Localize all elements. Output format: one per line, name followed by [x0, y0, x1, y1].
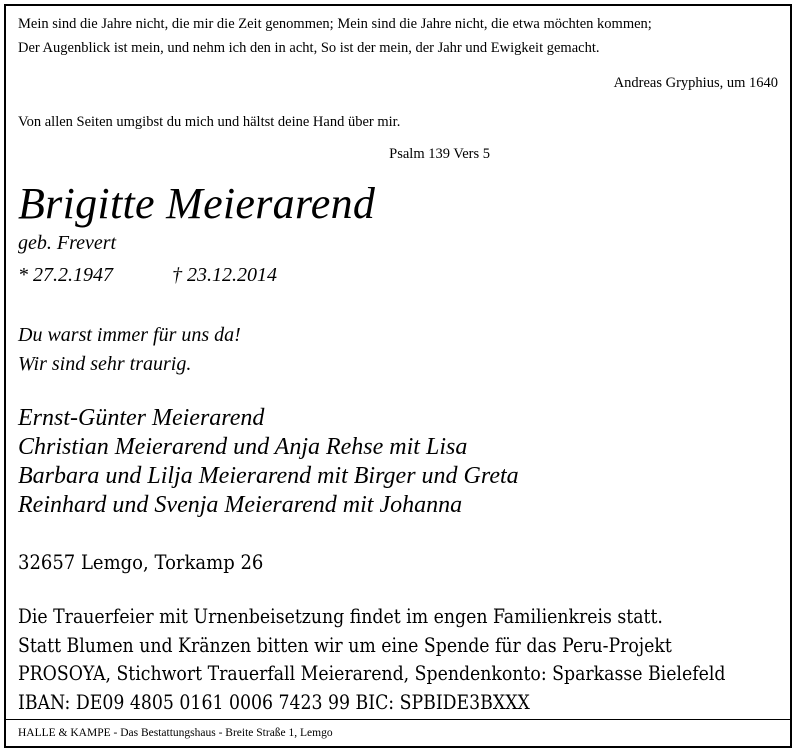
deceased-name: Brigitte Meierarend	[18, 179, 376, 228]
address: 32657 Lemgo, Torkamp 26	[18, 550, 264, 574]
family-member: Ernst-Günter Meierarend	[18, 405, 265, 431]
birth-name: geb. Frevert	[18, 232, 117, 254]
death-date: † 23.12.2014	[172, 264, 277, 286]
footer-text: HALLE & KAMPE - Das Bestattungshaus - Breite Straße 1, Lemgo	[18, 727, 333, 739]
psalm-reference: Psalm 139 Vers 5	[389, 146, 490, 162]
psalm-text: Von allen Seiten umgibst du mich und hältst deine Hand über mir.	[18, 114, 401, 130]
quote-author: Andreas Gryphius, um 1640	[613, 75, 778, 91]
notice-line: Die Trauerfeier mit Urnenbeisetzung findet im engen Familienkreis statt.	[18, 604, 663, 628]
family-member: Reinhard und Svenja Meierarend mit Johanna	[18, 492, 463, 518]
birth-date: * 27.2.1947	[18, 264, 113, 286]
family-member: Barbara und Lilja Meierarend mit Birger und Greta	[18, 463, 519, 489]
notice-line: Statt Blumen und Kränzen bitten wir um eine Spende für das Peru-Projekt	[18, 632, 672, 657]
quote-line-2: Der Augenblick ist mein, und nehm ich den in acht, So ist der mein, der Jahr und Ewigkeit gemacht.	[18, 40, 600, 56]
quote-line-1: Mein sind die Jahre nicht, die mir die Zeit genommen; Mein sind die Jahre nicht, die etwa möchten kommen;	[18, 16, 652, 32]
notice-line: IBAN: DE09 4805 0161 0006 7423 99 BIC: SPBIDE3BXXX	[18, 689, 530, 714]
message-line-1: Du warst immer für uns da!	[18, 324, 241, 346]
message-line-2: Wir sind sehr traurig.	[18, 353, 192, 375]
family-member: Christian Meierarend und Anja Rehse mit Lisa	[18, 434, 468, 460]
notice-line: PROSOYA, Stichwort Trauerfall Meierarend, Spendenkonto: Sparkasse Bielefeld	[18, 661, 726, 685]
footer-divider	[6, 719, 790, 720]
